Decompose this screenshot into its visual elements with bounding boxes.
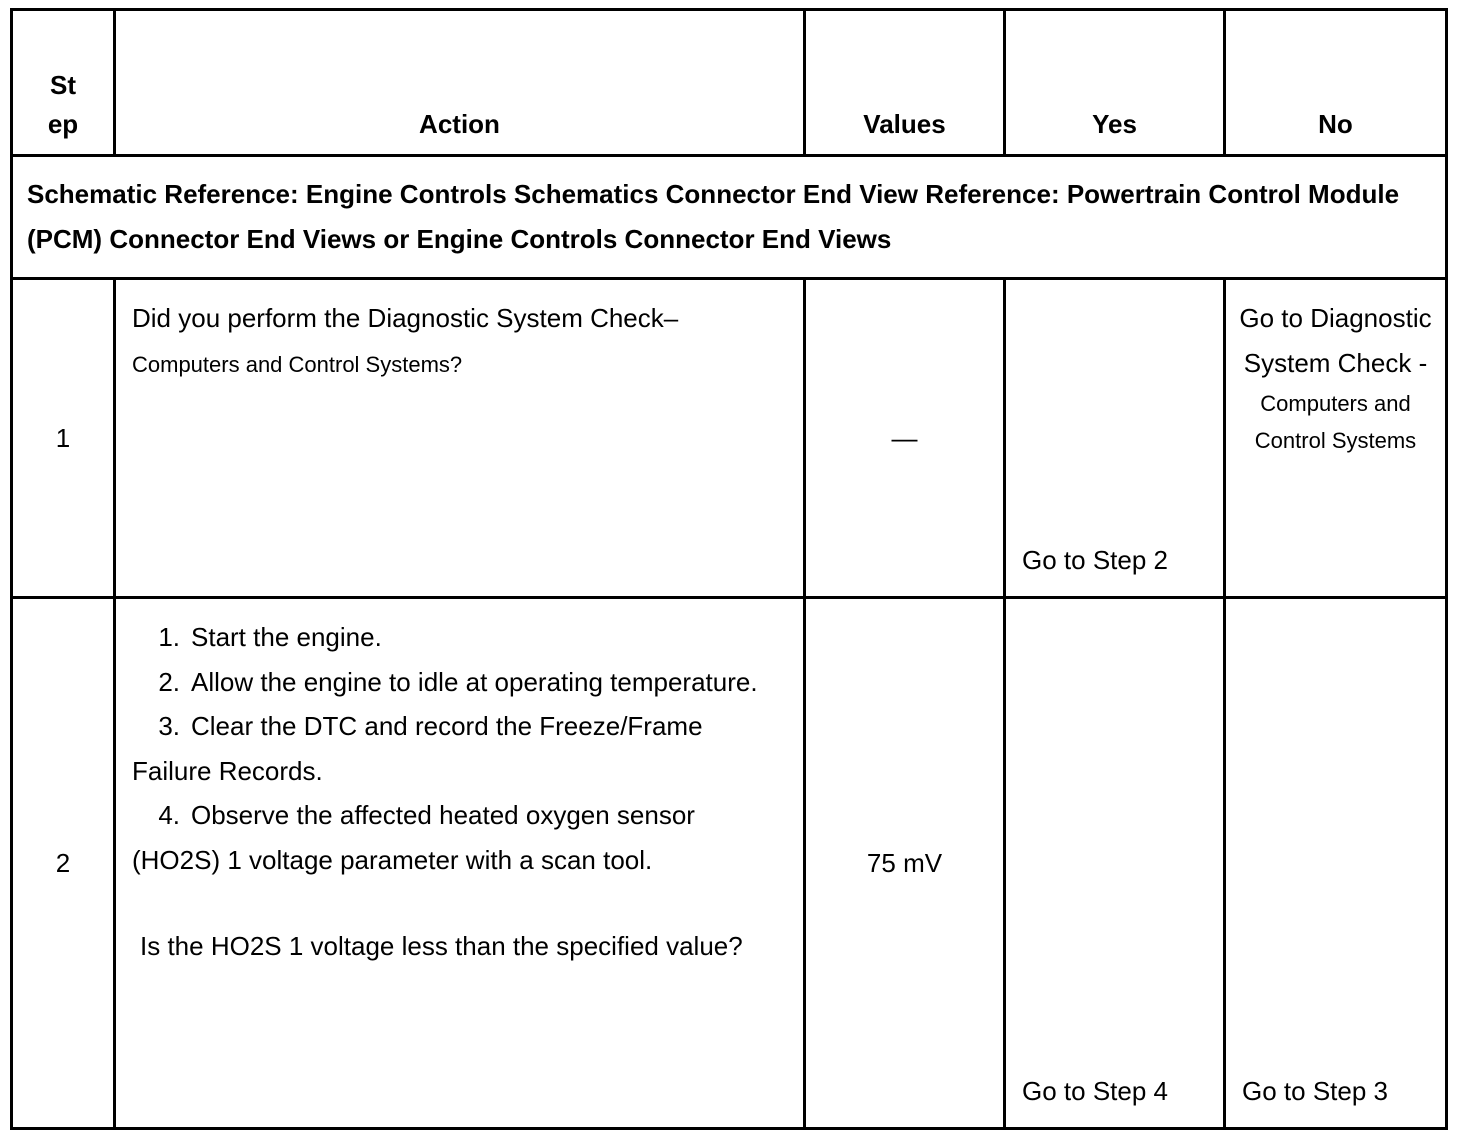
no-cell: Go to Step 3 xyxy=(1225,598,1447,1129)
step-number: 2 xyxy=(12,598,115,1129)
schematic-reference: Schematic Reference: Engine Controls Schematics Connector End View Reference: Powertrain Control Module (PCM) Connector End Views or Engine Controls Connector End Views xyxy=(12,156,1447,279)
action-cell xyxy=(115,598,805,1129)
header-values: Values xyxy=(805,10,1005,156)
no-text: Go to Diagnostic System Check - xyxy=(1239,303,1432,378)
action-cell xyxy=(115,279,805,598)
list-item: 3. Clear the DTC and record the Freeze/Frame Failure Records. xyxy=(132,711,703,786)
values-cell: — xyxy=(805,279,1005,598)
diagnostic-table xyxy=(10,8,1448,1130)
list-item: 1. Start the engine. xyxy=(158,622,382,652)
list-item: 4. Observe the affected heated oxygen sensor (HO2S) 1 voltage parameter with a scan tool. xyxy=(132,800,695,875)
header-step: Step xyxy=(12,10,115,156)
reference-row xyxy=(12,156,1447,279)
header-row xyxy=(12,10,1447,156)
header-no: No xyxy=(1225,10,1447,156)
header-yes: Yes xyxy=(1005,10,1225,156)
values-cell: 75 mV xyxy=(805,598,1005,1129)
action-text: Did you perform the Diagnostic System Check– xyxy=(132,303,679,333)
list-item: 2. Allow the engine to idle at operating temperature. xyxy=(158,666,758,697)
action-question: Is the HO2S 1 voltage less than the specified value? xyxy=(140,931,743,961)
yes-cell: Go to Step 2 xyxy=(1005,279,1225,598)
table-row xyxy=(12,598,1447,1129)
no-cell xyxy=(1225,279,1447,598)
table-row xyxy=(12,279,1447,598)
no-text-small: Computers and Control Systems xyxy=(1254,391,1417,453)
yes-cell: Go to Step 4 xyxy=(1005,598,1225,1129)
step-number: 1 xyxy=(12,279,115,598)
action-text-small: Computers and Control Systems? xyxy=(132,351,463,377)
header-action: Action xyxy=(115,10,805,156)
